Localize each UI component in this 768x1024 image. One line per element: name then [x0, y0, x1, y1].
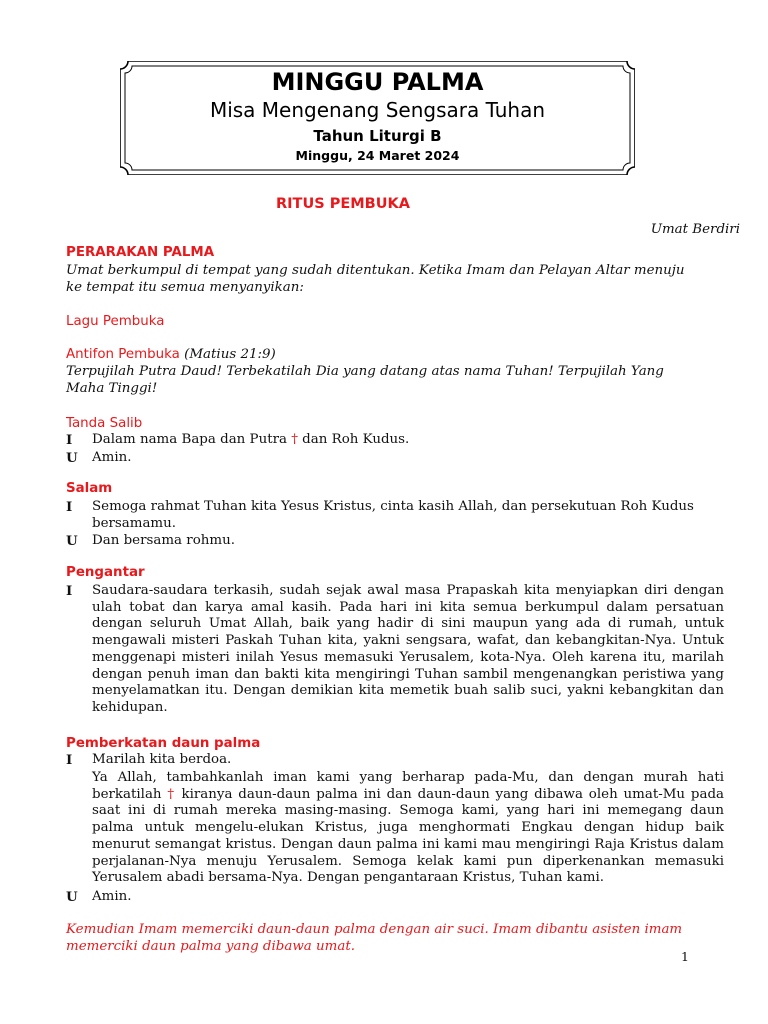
pemberkatan-prayer [92, 770, 724, 887]
title-box [120, 61, 635, 175]
pengantar-heading: Pengantar [66, 565, 145, 580]
pemberkatan-invite: Marilah kita berdoa. [92, 752, 232, 767]
speaker-marker: I [66, 583, 73, 599]
speaker-marker: I [66, 499, 73, 515]
perarakan-instruction: Umat berkumpul di tempat yang sudah ditentukan. Ketika Imam dan Pelayan Altar menuju ke tempat itu semua menyanyikan: [66, 263, 685, 295]
closing-rubric: Kemudian Imam memerciki daun-daun palma dengan air suci. Imam dibantu asisten imam memerciki daun palma yang dibawa umat. [66, 922, 683, 954]
ritus-title: RITUS PEMBUKA [276, 196, 410, 212]
prayer-text-after: kiranya daun-daun palma ini dan daun-daun yang dibawa oleh umat-Mu pada saat ini di rumah mereka masing-masing. Semoga kami, yang hari ini memegang daun palma untuk mengelu-elukan Kristus, juga menghormati Engkau dengan hidup baik menurut semangat kristus. Dengan daun palma ini kami mau mengiringi Raja Kristus dalam perjalanan-Nya menuju Yerusalem. Semoga kelak kami pun diperkenankan memasuki Yerusalem abadi bersama-Nya. Dengan pengantaraan Kristus, Tuhan kami. [92, 786, 724, 886]
speaker-marker: U [66, 450, 78, 466]
perarakan-heading: PERARAKAN PALMA [66, 245, 215, 260]
liturgical-year: Tahun Liturgi B [313, 127, 442, 145]
pemberkatan-response: Amin. [92, 889, 132, 904]
tanda-salib-heading: Tanda Salib [66, 416, 143, 431]
tanda-salib-response: Amin. [92, 450, 132, 465]
cross-icon: † [291, 432, 298, 447]
prayer-text-before: Ya Allah, tambahkanlah iman kami yang berharap pada-Mu, dan dengan murah hati berkatilah [92, 770, 724, 802]
antifon-reference: (Matius 21:9) [184, 347, 276, 362]
page-subtitle: Misa Mengenang Sengsara Tuhan [209, 98, 546, 122]
speaker-marker: U [66, 533, 78, 549]
salam-greeting: Semoga rahmat Tuhan kita Yesus Kristus, cinta kasih Allah, dan persekutuan Roh Kudus bersamamu. [92, 499, 694, 531]
posture-rubric: Umat Berdiri [650, 222, 740, 237]
page-title: MINGGU PALMA [271, 68, 484, 96]
liturgy-date: Minggu, 24 Maret 2024 [295, 148, 460, 163]
antifon-text: Terpujilah Putra Daud! Terbekatilah Dia yang datang atas nama Tuhan! Terpujilah Yang Maha Tinggi! [66, 364, 664, 396]
pemberkatan-heading: Pemberkatan daun palma [66, 736, 261, 751]
salam-heading: Salam [66, 481, 113, 496]
speaker-marker: I [66, 432, 73, 448]
tanda-salib-text-before: Dalam nama Bapa dan Putra [92, 432, 292, 447]
salam-response: Dan bersama rohmu. [92, 533, 235, 548]
speaker-marker: I [66, 752, 73, 768]
lagu-pembuka-heading: Lagu Pembuka [66, 314, 165, 329]
antifon-label: Antifon Pembuka [66, 347, 180, 362]
tanda-salib-text [92, 432, 724, 449]
page-number: 1 [681, 949, 689, 964]
pengantar-text: Saudara-saudara terkasih, sudah sejak awal masa Prapaskah kita menyiapkan diri dengan ulah tobat dan karya amal kasih. Pada hari ini kita semua berkumpul dalam persatuan dengan seluruh Umat Allah, baik yang hadir di sini maupun yang ada di rumah, untuk mengawali misteri Paskah Tuhan kita, yakni sengsara, wafat, dan kebangkitan-Nya. Untuk menggenapi misteri inilah Yesus memasuki Yerusalem, kota-Nya. Oleh karena itu, marilah dengan penuh iman dan bakti kita mengiringi Tuhan sambil mengenangkan peristiwa yang menyelamatkan itu. Dengan demikian kita memetik buah salib suci, yakni kebangkitan dan kehidupan. [92, 583, 724, 715]
tanda-salib-text-after: dan Roh Kudus. [297, 432, 410, 447]
antifon-heading [66, 347, 276, 364]
cross-icon: † [167, 786, 176, 802]
speaker-marker: U [66, 889, 78, 905]
